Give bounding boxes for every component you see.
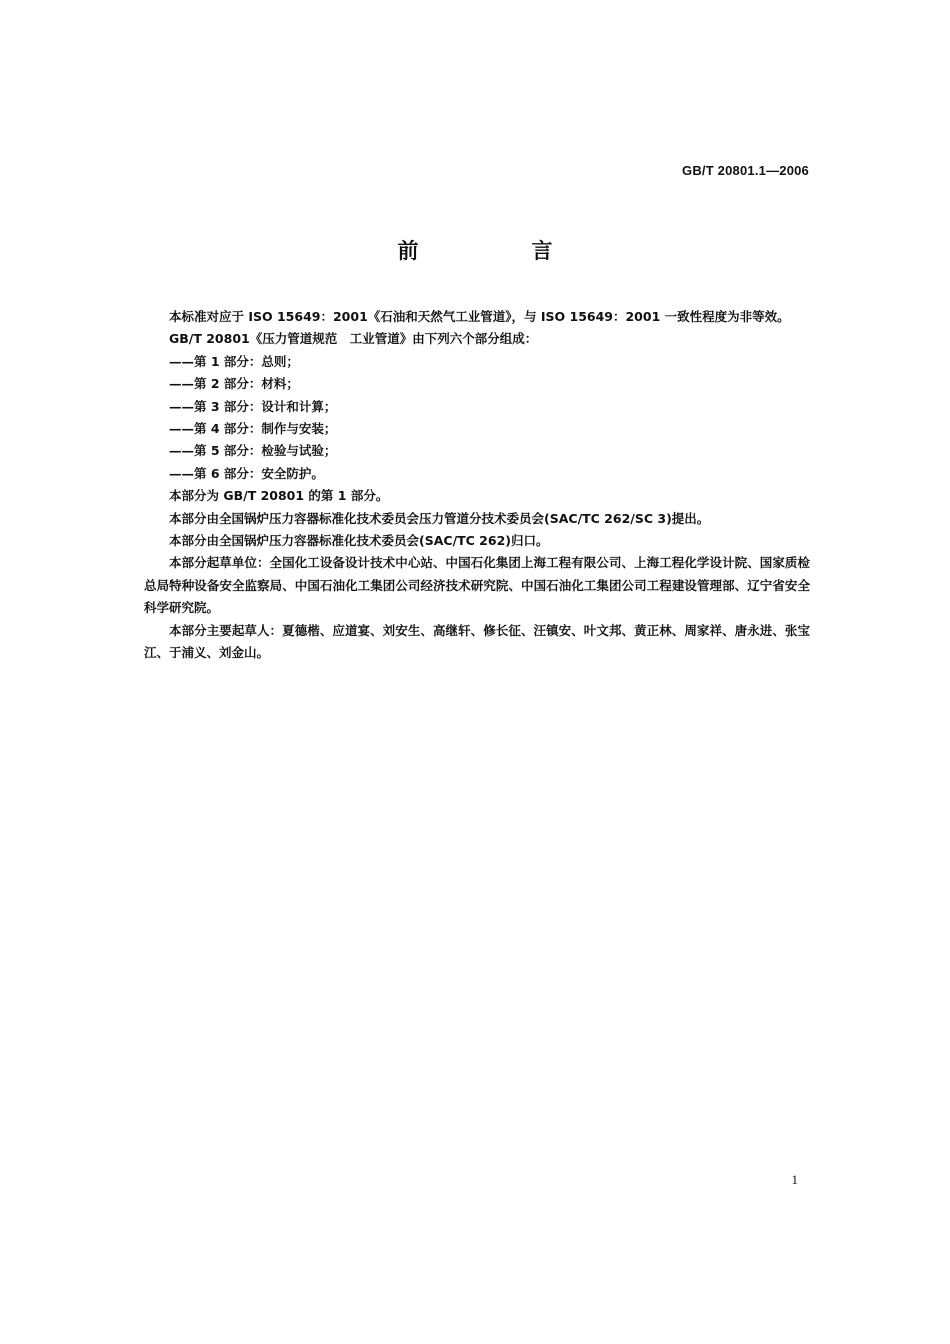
paragraph-drafters: 本部分主要起草人：夏德楷、应道宴、刘安生、高继轩、修长征、汪镇安、叶文邦、黄正林、周家祥、唐永进、张宝江、于浦义、刘金山。 bbox=[144, 622, 810, 661]
paragraph-part-statement: 本部分为 GB/T 20801 的第 1 部分。 bbox=[169, 488, 389, 504]
list-item: ——第 6 部分：安全防护。 bbox=[169, 465, 324, 481]
paragraph-centralized-by: 本部分由全国锅炉压力容器标准化技术委员会(SAC/TC 262)归口。 bbox=[169, 533, 549, 549]
standard-code: GB/T 20801.1—2006 bbox=[682, 163, 809, 178]
paragraph-proposed-by: 本部分由全国锅炉压力容器标准化技术委员会压力管道分技术委员会(SAC/TC 262/SC 3)提出。 bbox=[169, 510, 710, 526]
paragraph-drafting-units: 本部分起草单位：全国化工设备设计技术中心站、中国石化集团上海工程有限公司、上海工程化学设计院、国家质检总局特种设备安全监察局、中国石油化工集团公司经济技术研究院、中国石油化工集团公司工程建设管理部、辽宁省安全科学研究院。 bbox=[144, 555, 810, 616]
list-item: ——第 1 部分：总则； bbox=[169, 353, 299, 369]
list-item: ——第 5 部分：检验与试验； bbox=[169, 443, 337, 459]
paragraph-correspondence: 本标准对应于 ISO 15649：2001《石油和天然气工业管道》，与 ISO 15649：2001 一致性程度为非等效。 bbox=[169, 309, 790, 324]
page-title: 前 言 bbox=[397, 239, 599, 263]
list-item: ——第 2 部分：材料； bbox=[169, 376, 299, 392]
foreword-body bbox=[144, 306, 810, 665]
list-item: ——第 3 部分：设计和计算； bbox=[169, 398, 337, 414]
list-item: ——第 4 部分：制作与安装； bbox=[169, 421, 337, 437]
page-number: 1 bbox=[791, 1172, 798, 1187]
paragraph-parts-intro: GB/T 20801《压力管道规范 工业管道》由下列六个部分组成： bbox=[169, 331, 538, 347]
